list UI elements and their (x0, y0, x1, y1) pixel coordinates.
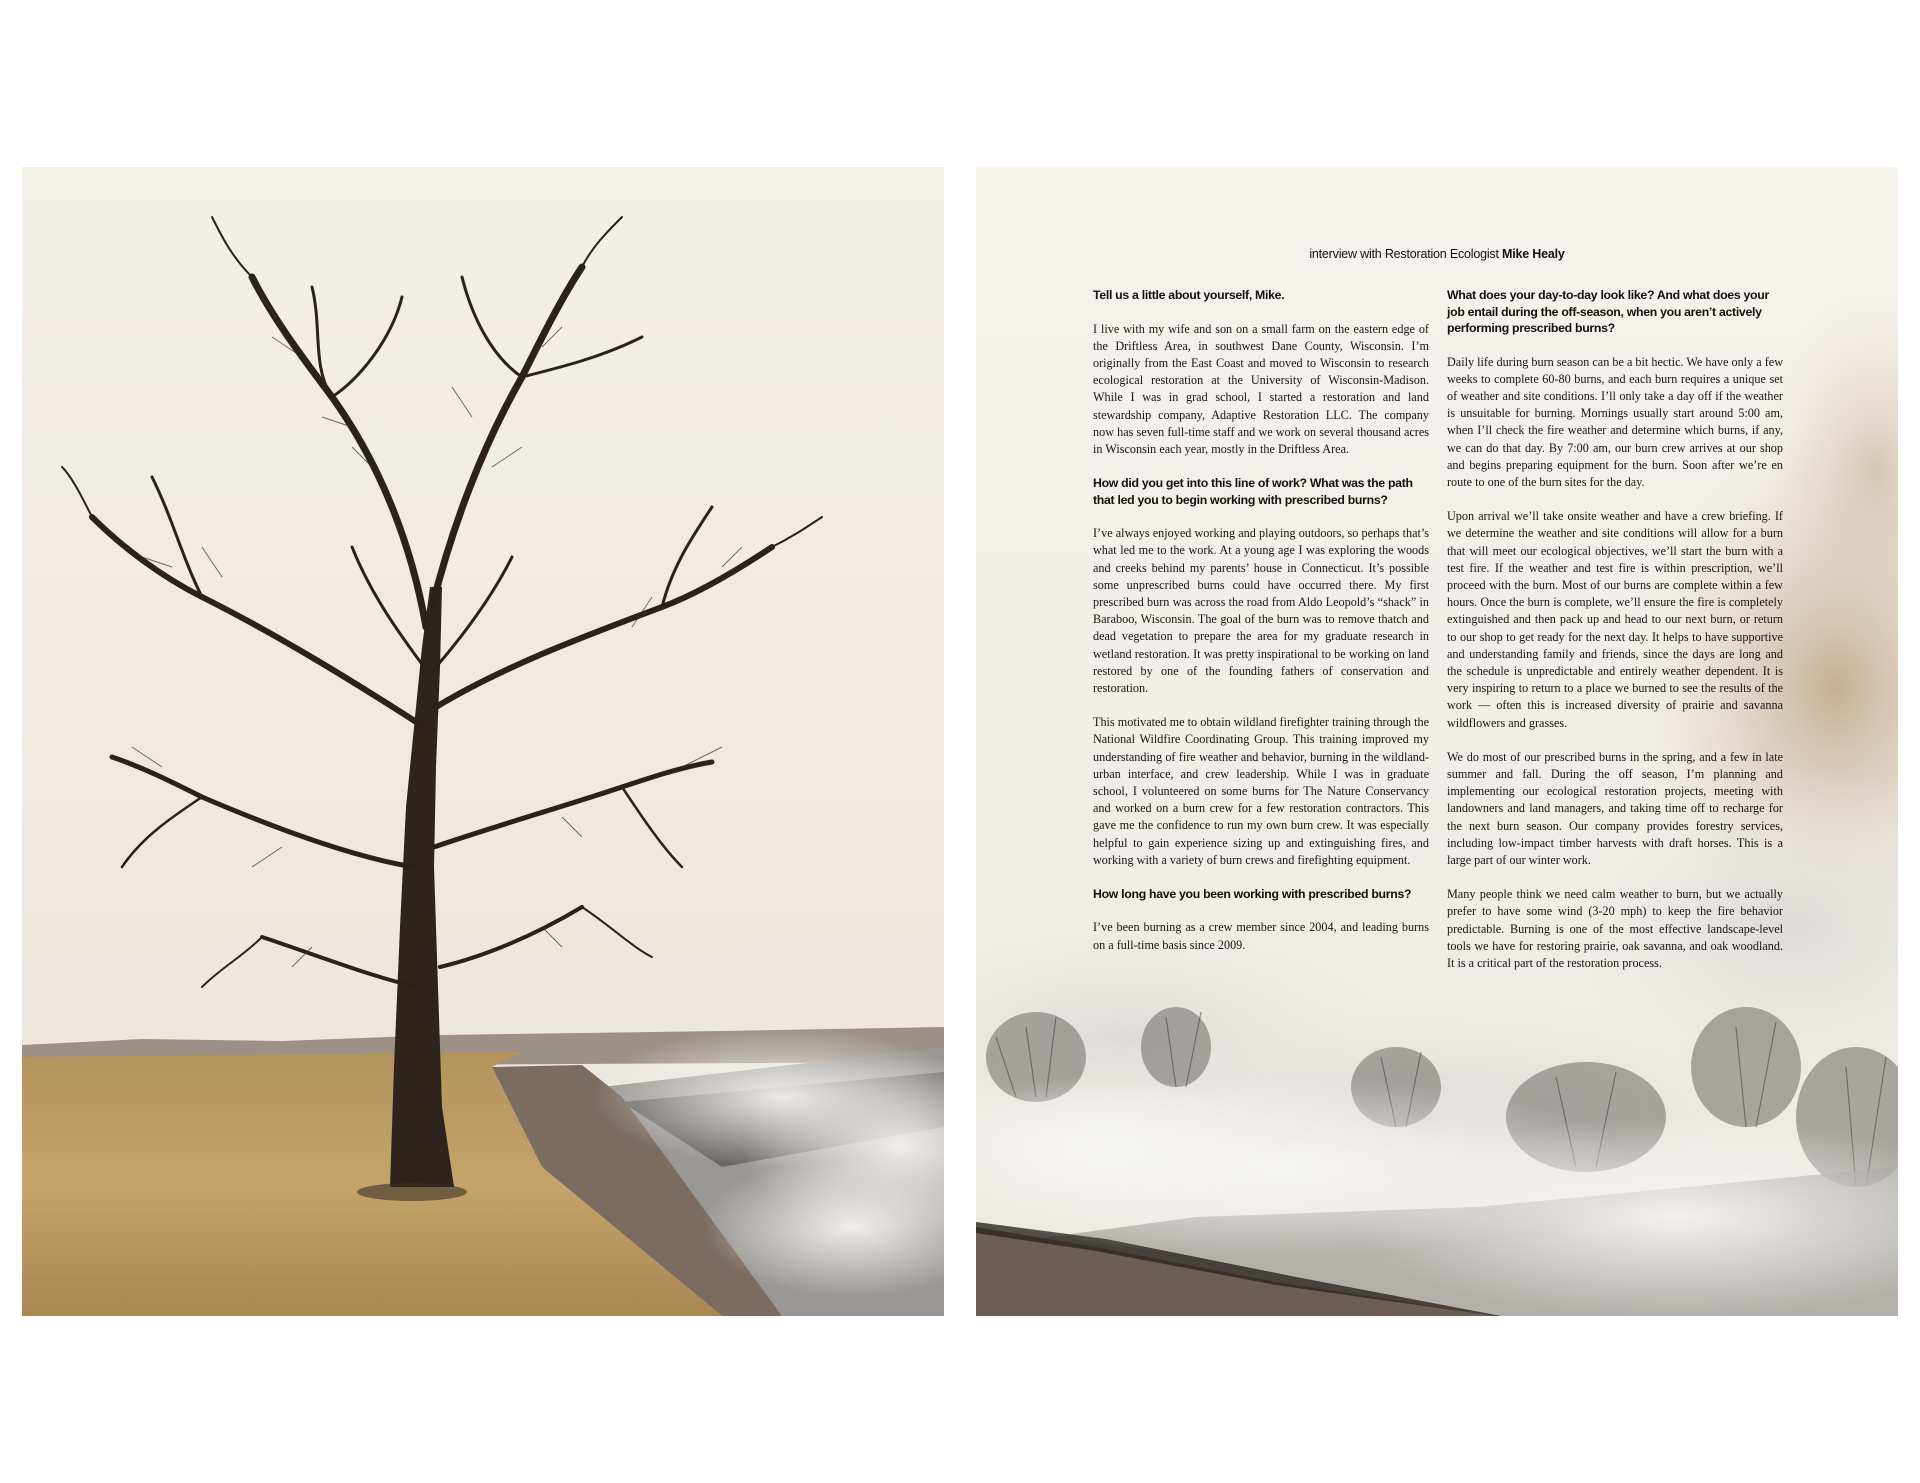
interviewee-name: Mike Healy (1502, 247, 1565, 261)
question-heading: What does your day-to-day look like? And what does your job entail during the off-season, when you aren’t actively performing prescribed burns? (1447, 288, 1769, 335)
text-column-left (1093, 287, 1429, 971)
question-heading: How long have you been working with prescribed burns? (1093, 886, 1412, 901)
header-prefix: interview with Restoration Ecologist (1309, 247, 1499, 261)
answer-paragraph: I’ve been burning as a crew member since 2004, and leading burns on a full-time basis since 2009. (1093, 920, 1429, 952)
right-page (976, 167, 1898, 1316)
answer-paragraph: Upon arrival we’ll take onsite weather and have a crew briefing. If we determine the weather and site conditions will allow for a burn that will meet our ecological objectives, we’ll start the burn with a test fire. If the weather and test fire is within prescription, we’ll proceed with the burn. Most of our burns are complete within a few hours. Once the burn is complete, we’ll ensure the fire is completely extinguished and then pack up and head to our next burn, or return to our shop to get ready for the next day. It helps to have supportive and understanding family and friends, since the days are long and the schedule is unpredictable and entirely weather dependent. It is very inspiring to return to a place we burned to see the results of the work — often this is increased diversity of prairie and savanna wildflowers and grasses. (1447, 509, 1783, 730)
question-heading: How did you get into this line of work? What was the path that led you to begin working with prescribed burns? (1093, 476, 1413, 507)
left-page-photo (22, 167, 944, 1316)
answer-paragraph: This motivated me to obtain wildland firefighter training through the National Wildfire Coordinating Group. This training improved my understanding of fire weather and behavior, burning in the wildland-urban interface, and crew leadership. While I was in graduate school, I volunteered on some burns for The Nature Conservancy and worked on a burn crew for a few restoration contractors. This gave me the confidence to run my own burn crew. It was especially helpful to gain experience sizing up and extinguishing fires, and working with a variety of burn crews and firefighting equipment. (1093, 715, 1429, 867)
answer-paragraph: I live with my wife and son on a small farm on the eastern edge of the Driftless Area, in southwest Dane County, Wisconsin. I’m originally from the East Coast and moved to Wisconsin to research ecological restoration at the University of Wisconsin-Madison. While I was in grad school, I started a restoration and land stewardship company, Adaptive Restoration LLC. The company now has seven full-time staff and we work on several thousand acres in Wisconsin each year, mostly in the Driftless Area. (1093, 321, 1429, 456)
question-heading: Tell us a little about yourself, Mike. (1093, 288, 1285, 302)
answer-paragraph: We do most of our prescribed burns in the spring, and a few in late summer and fall. During the off season, I’m planning and implementing our ecological restoration projects, meeting with landowners and land managers, and taking time off to recharge for the next burn season. Our company provides forestry services, including low-impact timber harvests with draft horses. This is a large part of our winter work. (1447, 749, 1783, 867)
answer-paragraph: Daily life during burn season can be a bit hectic. We have only a few weeks to complete 60-80 burns, and each burn requires a unique set of weather and site conditions. I’ll only take a day off if the weather is unsuitable for burning. Mornings usually start around 5:00 am, when I’ll check the fire weather and determine which burns, if any, we can do that day. By 7:00 am, our burn crew arrives at our shop and begins preparing equipment for the burn. Soon after we’re en route to one of the burn sites for the day. (1447, 354, 1783, 489)
text-column-right (1447, 287, 1783, 989)
answer-paragraph: I’ve always enjoyed working and playing outdoors, so perhaps that’s what led me to the work. At a young age I was exploring the woods and creeks behind my parents’ house in Connecticut. It’s possible some unprescribed burns could have occurred there. My first prescribed burn was across the road from Aldo Leopold’s “shack” in Baraboo, Wisconsin. The goal of the burn was to remove thatch and dead vegetation to prepare the area for my graduate research in wetland restoration. It was pretty inspirational to be working on land restored by one of the founding fathers of conservation and restoration. (1093, 526, 1429, 695)
answer-paragraph: Many people think we need calm weather to burn, but we actually prefer to have some wind (3-20 mph) to keep the fire behavior predictable. Burning is one of the most effective landscape-level tools we have for restoring prairie, oak savanna, and oak woodland. It is a critical part of the restoration process. (1447, 887, 1783, 970)
tree-road-photo (22, 167, 944, 1316)
article-header (976, 247, 1898, 261)
